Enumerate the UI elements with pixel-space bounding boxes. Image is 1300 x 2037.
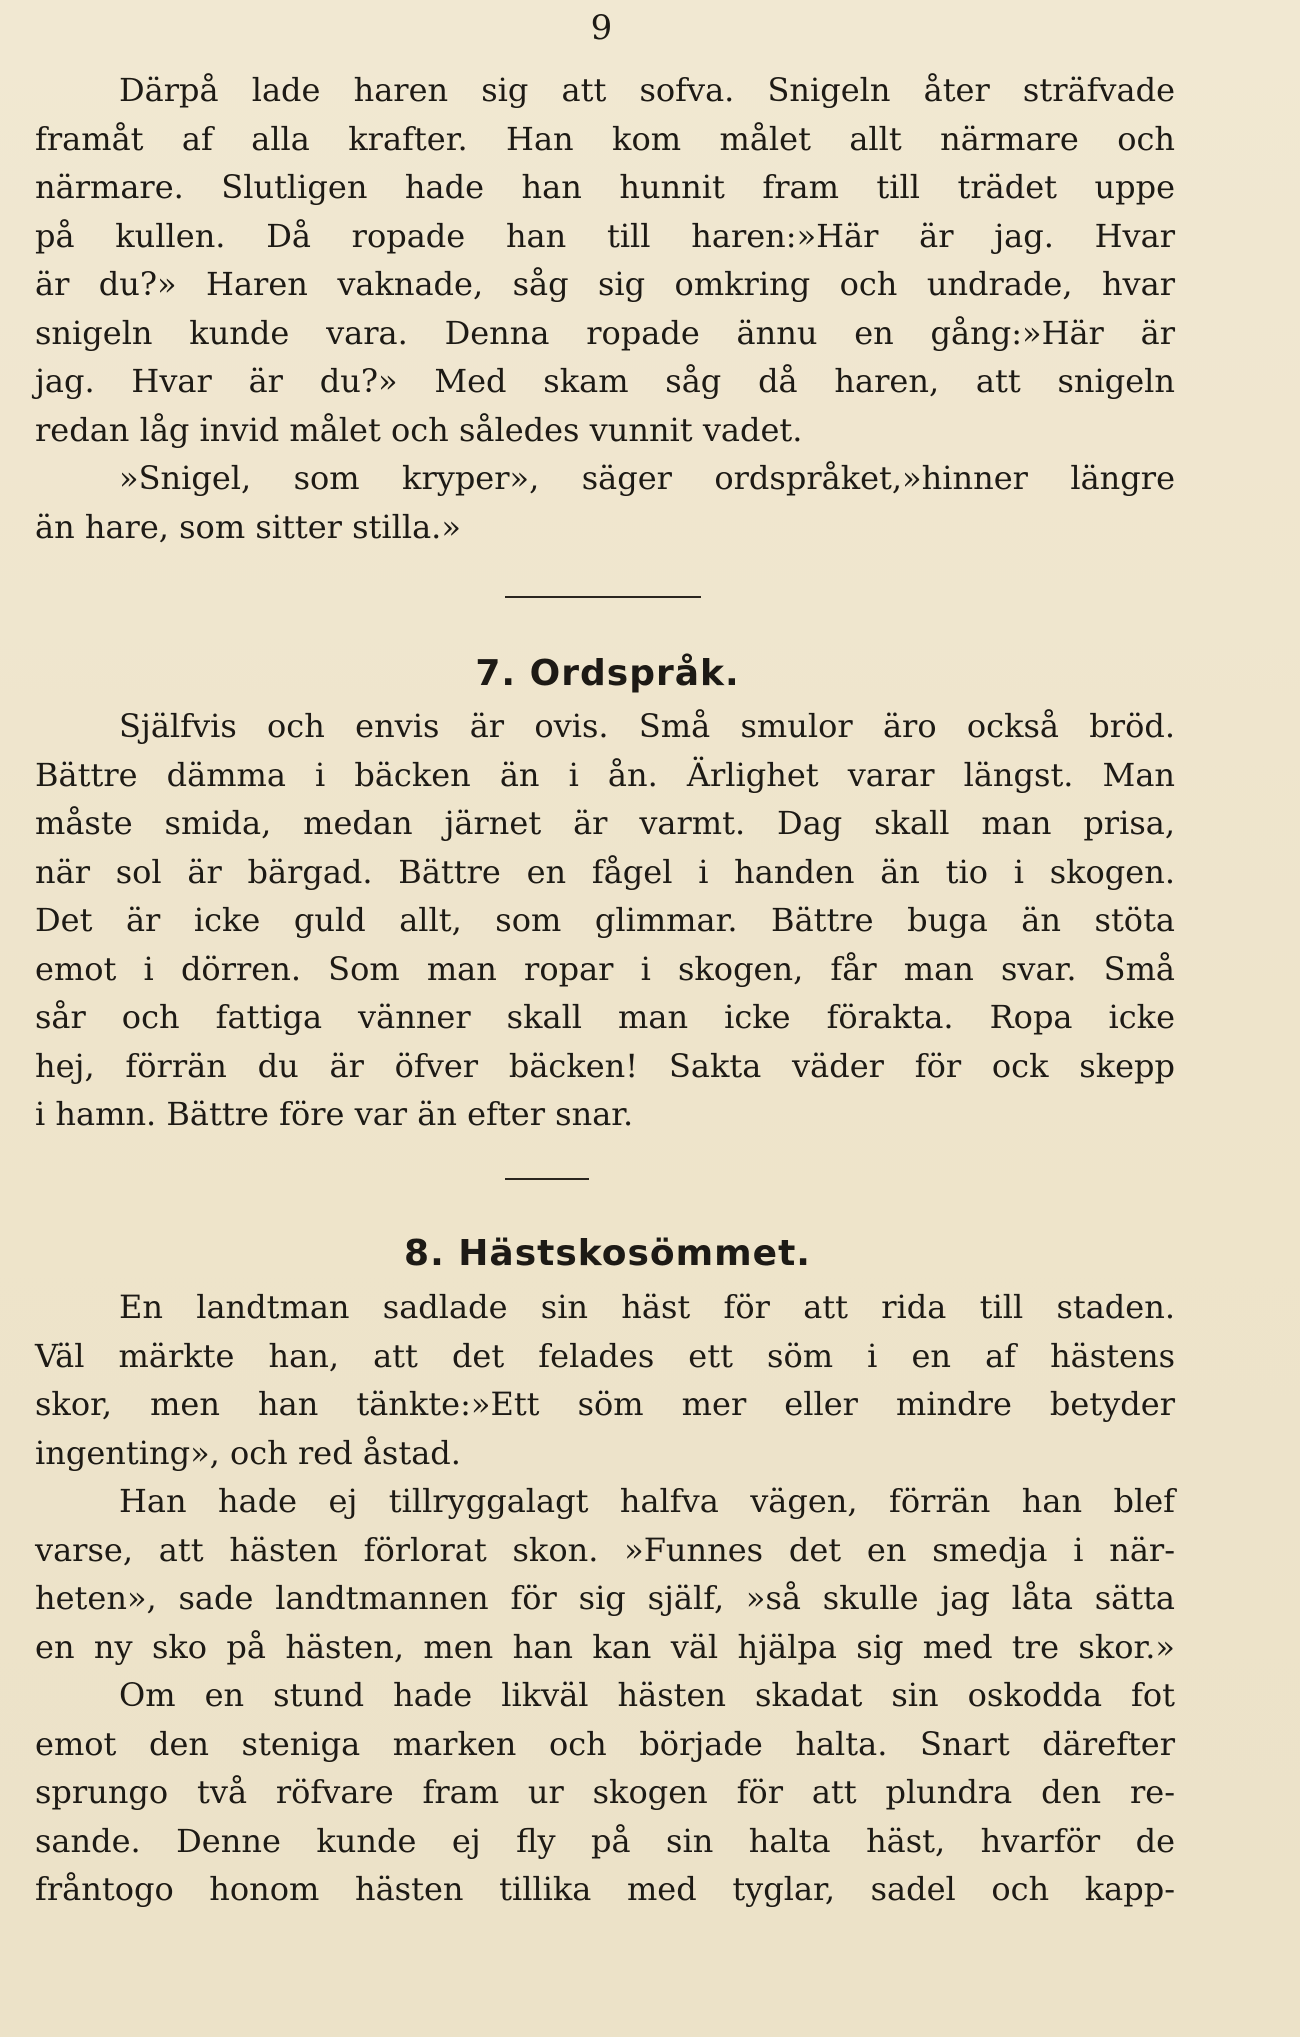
text-line: är du?» Haren vaknade, såg sig omkring och undrade, hvar bbox=[35, 265, 1175, 303]
text-line: framåt af alla krafter. Han kom målet allt närmare och bbox=[35, 119, 1175, 158]
text-line: en ny sko på hästen, men han kan väl hjälpa sig med tre skor.» bbox=[35, 1627, 1175, 1666]
text-line: hej, förrän du är öfver bäcken! Sakta väder för ock skepp bbox=[35, 1046, 1175, 1085]
text-line: Själfvis och envis är ovis. Små smulor äro också bröd. bbox=[119, 707, 1175, 745]
text-line: i hamn. Bättre före var än efter snar. bbox=[35, 1095, 634, 1133]
text-line: heten», sade landtmannen för sig själf, »så skulle jag låta sätta bbox=[35, 1579, 1175, 1617]
text-line: skor, men han tänkte:»Ett söm mer eller mindre betyder bbox=[35, 1385, 1175, 1423]
page-number: 9 bbox=[590, 8, 613, 48]
text-line: än hare, som sitter stilla.» bbox=[35, 507, 461, 546]
section-divider bbox=[505, 596, 701, 598]
text-line: sande. Denne kunde ej fly på sin halta häst, hvarför de bbox=[35, 1821, 1175, 1860]
text-line: jag. Hvar är du?» Med skam såg då haren, att snigeln bbox=[35, 362, 1175, 400]
text-line: Om en stund hade likväl hästen skadat sin oskodda fot bbox=[119, 1676, 1175, 1714]
story-text bbox=[35, 1283, 1175, 1914]
proverbs-text bbox=[35, 702, 1175, 1139]
text-line: närmare. Slutligen hade han hunnit fram till trädet uppe bbox=[35, 168, 1175, 206]
text-line: emot den steniga marken och började halta. Snart därefter bbox=[35, 1724, 1175, 1763]
text-line: snigeln kunde vara. Denna ropade ännu en gång:»Här är bbox=[35, 313, 1175, 352]
text-line: Han hade ej tillryggalagt halfva vägen, förrän han blef bbox=[119, 1482, 1175, 1520]
text-line: sprungo två röfvare fram ur skogen för att plundra den re- bbox=[35, 1773, 1175, 1811]
text-line: »Snigel, som kryper», säger ordspråket,»hinner längre bbox=[119, 459, 1175, 497]
text-line: Det är icke guld allt, som glimmar. Bättre buga än stöta bbox=[35, 901, 1175, 939]
text-line: när sol är bärgad. Bättre en fågel i handen än tio i skogen. bbox=[35, 852, 1175, 891]
text-line: En landtman sadlade sin häst för att rida till staden. bbox=[119, 1288, 1175, 1326]
text-line: Bättre dämma i bäcken än i ån. Ärlighet varar längst. Man bbox=[35, 755, 1175, 794]
text-line: ingenting», och red åstad. bbox=[35, 1433, 461, 1472]
text-line: Väl märkte han, att det felades ett söm i en af hästens bbox=[35, 1336, 1175, 1375]
text-line: sår och fattiga vänner skall man icke förakta. Ropa icke bbox=[35, 998, 1175, 1036]
text-line: Därpå lade haren sig att sofva. Snigeln åter sträfvade bbox=[119, 71, 1175, 109]
text-line: varse, att hästen förlorat skon. »Funnes det en smedja i när- bbox=[35, 1530, 1175, 1569]
text-line: på kullen. Då ropade han till haren:»Här är jag. Hvar bbox=[35, 216, 1175, 255]
text-line: redan låg invid målet och således vunnit vadet. bbox=[35, 410, 803, 449]
text-line: måste smida, medan järnet är varmt. Dag skall man prisa, bbox=[35, 804, 1175, 842]
story-text bbox=[35, 66, 1175, 551]
section-divider bbox=[505, 1178, 589, 1180]
section-heading: 7. Ordspråk. bbox=[475, 653, 740, 694]
text-line: fråntogo honom hästen tillika med tyglar, sadel och kapp- bbox=[35, 1870, 1175, 1908]
section-heading: 8. Hästskosömmet. bbox=[404, 1233, 811, 1274]
text-line: emot i dörren. Som man ropar i skogen, får man svar. Små bbox=[35, 949, 1175, 988]
